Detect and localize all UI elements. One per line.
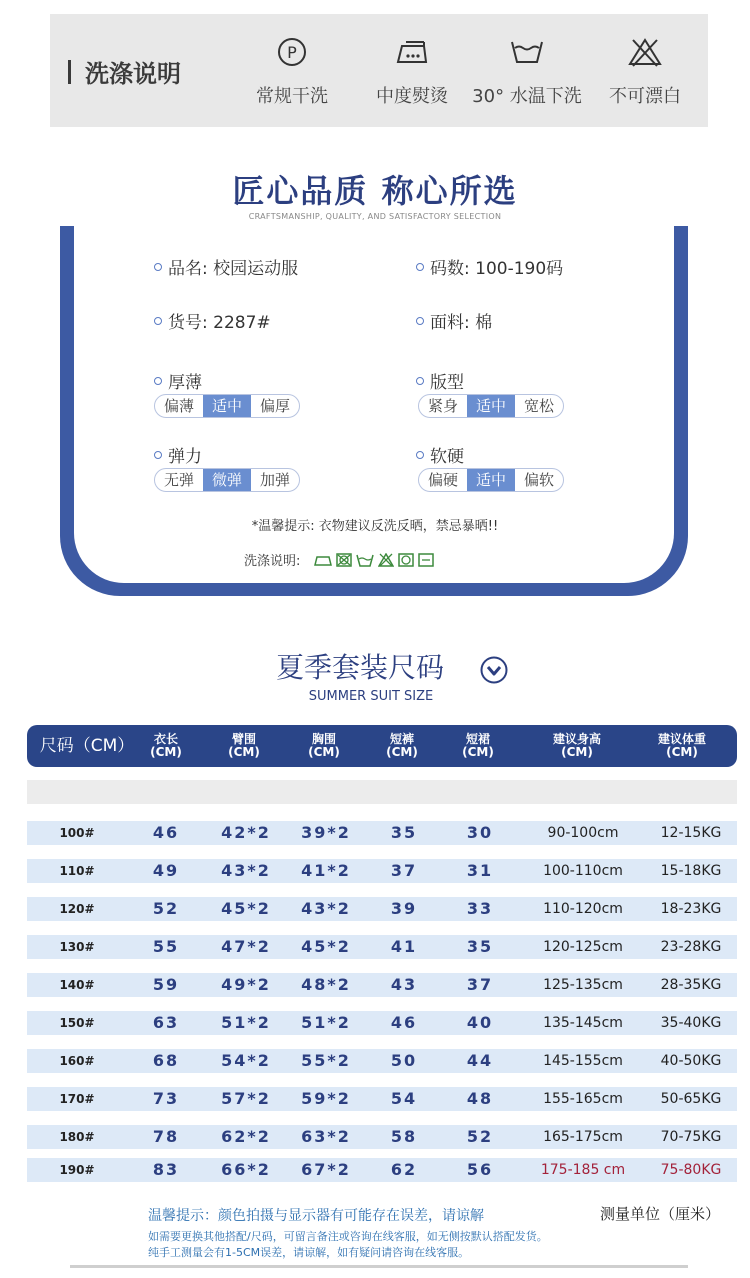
table-cell: 62*2 [221, 1127, 271, 1146]
table-cell: 18-23KG [660, 901, 722, 917]
table-row [27, 973, 737, 997]
care-tip: *温馨提示: 衣物建议反洗反晒，禁忌暴晒!! [251, 519, 499, 534]
header-text: 短裤 [389, 732, 414, 746]
table-cell: 48*2 [301, 975, 351, 994]
header-text: 尺码（CM） [39, 735, 135, 756]
table-cell: 140# [59, 978, 95, 992]
table-cell: 75-80KG [660, 1162, 722, 1178]
table-cell: 37 [390, 861, 418, 880]
table-cell: 49 [152, 861, 180, 880]
quality-subtitle: CRAFTSMANSHIP, QUALITY, AND SATISFACTORY SELECTION [248, 212, 502, 221]
wash-item-iron [357, 36, 467, 108]
table-cell: 52 [466, 1127, 494, 1146]
table-cell: 43*2 [221, 861, 271, 880]
table-cell: 15-18KG [660, 863, 722, 879]
table-cell: 155-165cm [543, 1091, 623, 1107]
footer-tip-measure: 纯手工测量会有1-5CM误差，请谅解，如有疑问请咨询在线客服。 [148, 1246, 470, 1259]
table-cell: 35 [466, 937, 494, 956]
care-symbols-row [244, 550, 434, 569]
iron-icon [314, 553, 332, 567]
header-weight [647, 725, 717, 767]
table-cell: 170# [59, 1092, 95, 1106]
wash-title-text: 洗涤说明 [85, 60, 181, 88]
attr-text: 品名: 校园运动服 [168, 259, 299, 279]
attr-sizes [416, 254, 563, 279]
scale-option: 加弹 [259, 471, 290, 489]
svg-text:P: P [287, 43, 297, 62]
table-cell: 41*2 [301, 861, 351, 880]
header-arm [217, 725, 271, 767]
table-cell: 42*2 [221, 823, 271, 842]
table-cell: 23-28KG [660, 939, 722, 955]
bullet-dot [416, 263, 424, 271]
table-cell: 73 [152, 1089, 180, 1108]
table-cell: 145-155cm [543, 1053, 623, 1069]
table-spacer-band [27, 780, 737, 804]
table-cell: 54*2 [221, 1051, 271, 1070]
header-unit: (CM) [228, 745, 260, 759]
scale-option: 宽松 [523, 397, 554, 415]
scale-option: 紧身 [427, 397, 458, 415]
table-row [27, 1087, 737, 1111]
table-cell: 58 [390, 1127, 418, 1146]
wash-title [68, 54, 181, 89]
no-tumble-dry-icon [336, 553, 352, 567]
quality-title: 匠心品质 称心所选 [232, 172, 518, 210]
attr-elasticity [154, 442, 202, 467]
header-unit: (CM) [462, 745, 494, 759]
header-length [139, 725, 193, 767]
wash-label: 常规干洗 [256, 86, 328, 107]
table-cell: 54 [390, 1089, 418, 1108]
table-cell: 44 [466, 1051, 494, 1070]
table-cell: 100# [59, 826, 95, 840]
table-cell: 43*2 [301, 899, 351, 918]
header-text: 建议体重 [657, 732, 706, 746]
table-cell: 51*2 [301, 1013, 351, 1032]
table-cell: 31 [466, 861, 494, 880]
wash-label: 30° 水温下洗 [472, 86, 582, 107]
header-unit: (CM) [308, 745, 340, 759]
table-cell: 190# [59, 1163, 95, 1177]
bullet-dot [154, 377, 162, 385]
table-cell: 55 [152, 937, 180, 956]
header-size [27, 725, 147, 767]
table-cell: 33 [466, 899, 494, 918]
header-unit: (CM) [386, 745, 418, 759]
wash-tub-icon [356, 553, 374, 567]
table-cell: 12-15KG [660, 825, 722, 841]
scale-option: 偏软 [523, 471, 554, 489]
table-cell: 62 [390, 1160, 418, 1179]
table-cell: 39*2 [301, 823, 351, 842]
table-cell: 43 [390, 975, 418, 994]
scale-option-selected: 适中 [467, 469, 515, 491]
table-cell: 70-75KG [660, 1129, 722, 1145]
table-cell: 46 [390, 1013, 418, 1032]
no-bleach-small-icon [378, 553, 394, 567]
attr-text: 货号: 2287# [168, 313, 271, 333]
table-cell: 110# [59, 864, 95, 878]
bullet-dot [154, 317, 162, 325]
table-row [27, 897, 737, 921]
dry-clean-icon [398, 553, 414, 567]
header-chest [297, 725, 351, 767]
table-cell: 59 [152, 975, 180, 994]
attr-item-no [154, 308, 271, 333]
table-cell: 90-100cm [547, 825, 619, 841]
wash-30-icon [509, 36, 545, 68]
size-table-header [27, 725, 737, 767]
table-cell: 100-110cm [543, 863, 623, 879]
footer-divider [70, 1265, 688, 1268]
table-cell: 78 [152, 1127, 180, 1146]
table-cell: 120# [59, 902, 95, 916]
table-cell: 48 [466, 1089, 494, 1108]
scale-option: 偏硬 [427, 471, 458, 489]
table-cell: 68 [152, 1051, 180, 1070]
attr-softness [416, 442, 464, 467]
elasticity-scale [154, 468, 300, 492]
softness-scale [418, 468, 564, 492]
table-cell: 45*2 [221, 899, 271, 918]
table-cell: 55*2 [301, 1051, 351, 1070]
attr-product-name [154, 254, 298, 279]
table-cell: 41 [390, 937, 418, 956]
no-bleach-icon [627, 36, 663, 68]
table-cell: 37 [466, 975, 494, 994]
footer-tip-exchange: 如需要更换其他搭配/尺码，可留言备注或咨询在线客服，如无侧按默认搭配发货。 [148, 1230, 548, 1243]
attr-fabric [416, 308, 492, 333]
dry-clean-p-icon [276, 36, 308, 68]
table-cell: 40 [466, 1013, 494, 1032]
table-cell: 47*2 [221, 937, 271, 956]
table-cell: 30 [466, 823, 494, 842]
table-row [27, 1049, 737, 1073]
table-cell: 50-65KG [660, 1091, 722, 1107]
header-text: 臂围 [231, 732, 256, 746]
wash-label: 不可漂白 [609, 86, 681, 107]
table-row [27, 821, 737, 845]
table-cell: 120-125cm [543, 939, 623, 955]
footer-tip-color: 温馨提示：颜色拍摄与显示器有可能存在误差，请谅解 [148, 1208, 484, 1224]
wash-label: 中度熨烫 [376, 86, 448, 107]
title-bar [68, 60, 71, 84]
table-row [27, 1125, 737, 1149]
bullet-dot [416, 317, 424, 325]
table-cell: 35-40KG [660, 1015, 722, 1031]
table-cell: 52 [152, 899, 180, 918]
header-text: 衣长 [153, 732, 178, 746]
header-unit: (CM) [561, 745, 593, 759]
table-row [27, 1158, 737, 1182]
table-cell: 165-175cm [543, 1129, 623, 1145]
table-cell: 63 [152, 1013, 180, 1032]
table-cell: 67*2 [301, 1160, 351, 1179]
table-cell: 125-135cm [543, 977, 623, 993]
scale-option-selected: 适中 [203, 395, 251, 417]
attr-text: 码数: 100-190码 [430, 259, 564, 279]
table-cell: 135-145cm [543, 1015, 623, 1031]
scale-option: 无弹 [163, 471, 194, 489]
attr-fit [416, 368, 464, 393]
wash-instructions-banner [50, 14, 708, 127]
table-cell: 49*2 [221, 975, 271, 994]
table-cell: 45*2 [301, 937, 351, 956]
bullet-dot [416, 377, 424, 385]
table-cell: 180# [59, 1130, 95, 1144]
table-cell: 150# [59, 1016, 95, 1030]
table-cell: 175-185 cm [540, 1162, 626, 1178]
attr-text: 厚薄 [168, 373, 202, 393]
header-unit: (CM) [150, 745, 182, 759]
table-cell: 63*2 [301, 1127, 351, 1146]
attr-text: 版型 [430, 373, 464, 393]
table-cell: 40-50KG [660, 1053, 722, 1069]
header-unit: (CM) [666, 745, 698, 759]
care-label: 洗涤说明: [244, 554, 301, 569]
table-cell: 59*2 [301, 1089, 351, 1108]
table-cell: 160# [59, 1054, 95, 1068]
table-row [27, 935, 737, 959]
fit-scale [418, 394, 564, 418]
size-chart-title: 夏季套装尺码 [276, 651, 445, 684]
attr-text: 软硬 [430, 447, 464, 467]
scale-option: 偏厚 [259, 397, 290, 415]
wash-item-dry-clean [237, 36, 347, 108]
bullet-dot [154, 263, 162, 271]
header-text: 建议身高 [552, 732, 601, 746]
chevron-down-icon [480, 656, 508, 684]
table-cell: 51*2 [221, 1013, 271, 1032]
size-chart-subtitle: SUMMER SUIT SIZE [308, 689, 434, 704]
attr-text: 弹力 [168, 447, 202, 467]
table-cell: 28-35KG [660, 977, 722, 993]
bullet-dot [154, 451, 162, 459]
scale-option: 偏薄 [163, 397, 194, 415]
wash-item-wash30 [472, 36, 582, 108]
header-skirt [451, 725, 505, 767]
wash-item-no-bleach [590, 36, 700, 108]
header-text: 短裙 [465, 732, 490, 746]
attr-thickness [154, 368, 202, 393]
table-cell: 110-120cm [543, 901, 623, 917]
iron-medium-icon [394, 36, 430, 68]
table-cell: 83 [152, 1160, 180, 1179]
thickness-scale [154, 394, 300, 418]
table-row [27, 859, 737, 883]
header-shorts [375, 725, 429, 767]
scale-option-selected: 微弹 [203, 469, 251, 491]
table-cell: 35 [390, 823, 418, 842]
table-cell: 57*2 [221, 1089, 271, 1108]
table-cell: 46 [152, 823, 180, 842]
table-row [27, 1011, 737, 1035]
table-cell: 130# [59, 940, 95, 954]
header-height [542, 725, 612, 767]
header-text: 胸围 [311, 732, 336, 746]
scale-option-selected: 适中 [467, 395, 515, 417]
table-cell: 56 [466, 1160, 494, 1179]
attr-text: 面料: 棉 [430, 313, 493, 333]
footer-unit: 测量单位（厘米） [600, 1205, 721, 1223]
table-cell: 39 [390, 899, 418, 918]
bullet-dot [416, 451, 424, 459]
flat-dry-icon [418, 553, 434, 567]
table-cell: 50 [390, 1051, 418, 1070]
table-cell: 66*2 [221, 1160, 271, 1179]
care-icons [314, 553, 434, 567]
